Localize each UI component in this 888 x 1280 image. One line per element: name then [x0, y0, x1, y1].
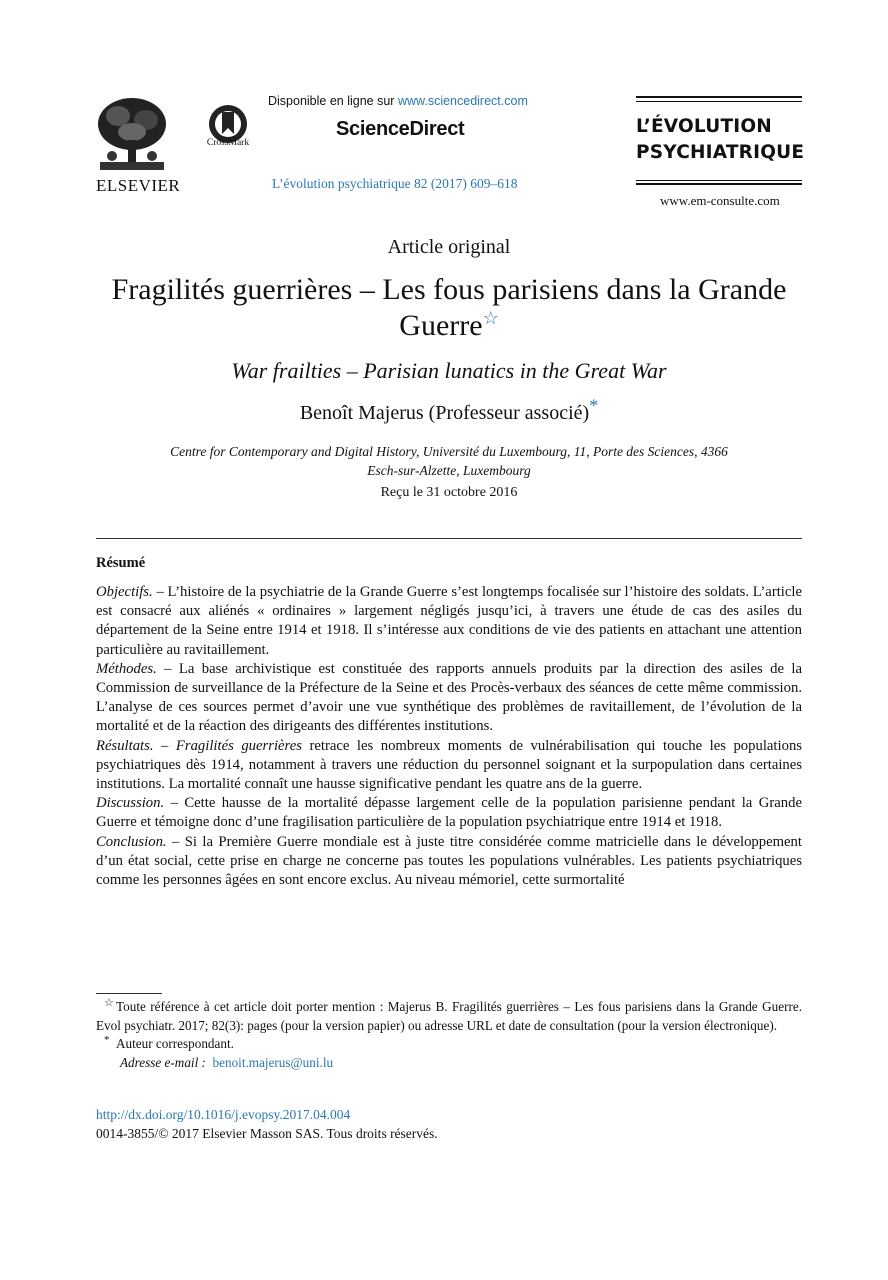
abstract-lead: Conclusion. — [96, 833, 167, 850]
journal-logo-rule — [636, 180, 802, 181]
journal-logo-rule — [636, 183, 802, 185]
publisher-name: ELSEVIER — [96, 176, 181, 195]
journal-title-line1: L’ÉVOLUTION — [636, 116, 772, 137]
abstract-text: – Cette hausse de la mortalité dépasse largement celle de la population parisienne pendant la Grande Guerre et témoigne donc d’une fragilisation particulière de la population psychiatrique entre 1914 et 1918. — [96, 795, 802, 831]
article-title — [96, 272, 802, 344]
abstract-text: – L’histoire de la psychiatrie de la Grande Guerre s’est longtemps focalisée sur l’histoire des soldats. L’article est consacré aux aliénés « ordinaires » largement négligés jusqu’ici, à travers une étude de cas des asiles du département de la Seine entre 1914 et 1918. Il s’intéresse aux conditions de vie des patients en attachant une attention particulière au ravitaillement. — [96, 584, 802, 658]
abstract-lead: Résultats. — [96, 737, 154, 754]
email-link[interactable]: benoit.majerus@uni.lu — [212, 1054, 334, 1070]
author — [96, 395, 802, 425]
footnote-rule — [96, 993, 162, 994]
article-subtitle: War frailties – Parisian lunatics in the Great War — [231, 358, 667, 383]
elsevier-logo — [96, 96, 184, 196]
affiliation — [96, 442, 802, 480]
doi-link[interactable]: http://dx.doi.org/10.1016/j.evopsy.2017.04.004 — [96, 1107, 351, 1122]
abstract-lead: Objectifs. — [96, 584, 153, 600]
email-label: Adresse e-mail : — [120, 1054, 206, 1070]
abstract-paragraph — [96, 737, 802, 795]
abstract-paragraph — [96, 794, 802, 832]
abstract-text: – La base archivistique est constituée des rapports annuels produits par la direction des asiles de la Commission de surveillance de la Préfecture de la Seine et des Procès-verbaux des séances de cette même commission. L’analyse de ces sources permet d’avoir une vue synthétique des problèmes de ravitaillement, de l’évolution de la mortalité et de la réaction des dirigeants des différentes institutions. — [96, 660, 802, 735]
affiliation-line1: Centre for Contemporary and Digital History, Université du Luxembourg, 11, Porte des Sciences, 4366 — [170, 444, 728, 459]
abstract-emphasis: – Fragilités guerrières — [153, 737, 302, 754]
crossmark-label: CrossMark — [206, 138, 250, 148]
abstract-heading: Résumé — [96, 555, 146, 571]
sciencedirect-logo: ScienceDirect — [336, 118, 465, 140]
received-date: Reçu le 31 octobre 2016 — [380, 485, 518, 500]
journal-logo-rule — [636, 96, 802, 98]
abstract-text: – Si la Première Guerre mondiale est à juste titre considérée comme matricielle dans le développement d’un état social, cette prise en charge ne concerne pas toutes les populations vulnérables. Les patients psychiatriques comme les personnes âgées en sont encore exclus. Au niveau mémoriel, cette surmortalité — [96, 833, 802, 889]
abstract-text: retrace les nombreux moments de vulnérabilisation qui touche les populations psychiatriques dès 1914, notamment à travers une réduction du personnel soignant et la surpopulation dans certaines institutions. La mortalité connaît une hausse significative pendant les quatre ans de la guerre. — [96, 737, 802, 793]
journal-site[interactable]: www.em-consulte.com — [660, 193, 780, 208]
author-footnote-mark[interactable]: * — [589, 395, 599, 416]
copyright: 0014-3855/© 2017 Elsevier Masson SAS. Tous droits réservés. — [96, 1126, 438, 1141]
footnote-author: * Auteur correspondant. — [104, 1033, 234, 1051]
title-line1: Fragilités guerrières – Les fous parisiens dans la Grande — [111, 273, 787, 306]
footnote-citation: ☆ Toute référence à cet article doit porter mention : Majerus B. Fragilités guerrières – Les fous parisiens dans la Grande Guerre. Evol psychiatr. 2017; 82(3): pages (pour la version papier) ou adresse URL et date de consultation (pour la version électronique). — [96, 996, 802, 1033]
footnote-email — [96, 1054, 802, 1073]
abstract-paragraph — [96, 660, 802, 737]
abstract-lead: Discussion. — [96, 795, 165, 812]
abstract-body — [96, 583, 802, 890]
title-line2: Guerre — [399, 309, 483, 342]
footnote-citation-text: Toute référence à cet article doit porter mention : Majerus B. Fragilités guerrières – Les fous parisiens dans la Grande Guerre. Evol psychiatr. 2017; 82(3): pages (pour la version papier) ou adresse URL et date de consultation (pour la version électronique). — [96, 999, 802, 1033]
footnotes — [96, 998, 802, 1072]
journal-reference[interactable]: L’évolution psychiatrique 82 (2017) 609–618 — [272, 176, 518, 191]
abstract-lead: Méthodes. — [96, 660, 157, 677]
journal-logo-rule — [636, 101, 802, 102]
journal-title-line2: PSYCHIATRIQUE — [636, 142, 805, 163]
title-footnote-mark[interactable]: ☆ — [482, 308, 499, 328]
abstract-paragraph — [96, 833, 802, 891]
author-name: Benoît Majerus (Professeur associé) — [299, 402, 590, 424]
available-online — [268, 94, 528, 108]
journal-logo — [636, 96, 805, 186]
sciencedirect-link[interactable]: www.sciencedirect.com — [397, 94, 528, 108]
available-prefix: Disponible en ligne sur — [268, 94, 398, 108]
affiliation-line2: Esch-sur-Alzette, Luxembourg — [367, 463, 531, 478]
footnote-author-text: Auteur correspondant. — [116, 1036, 234, 1051]
article-type: Article original — [387, 236, 511, 258]
abstract-paragraph — [96, 583, 802, 660]
divider — [96, 538, 802, 539]
elsevier-tree-icon — [96, 96, 168, 172]
